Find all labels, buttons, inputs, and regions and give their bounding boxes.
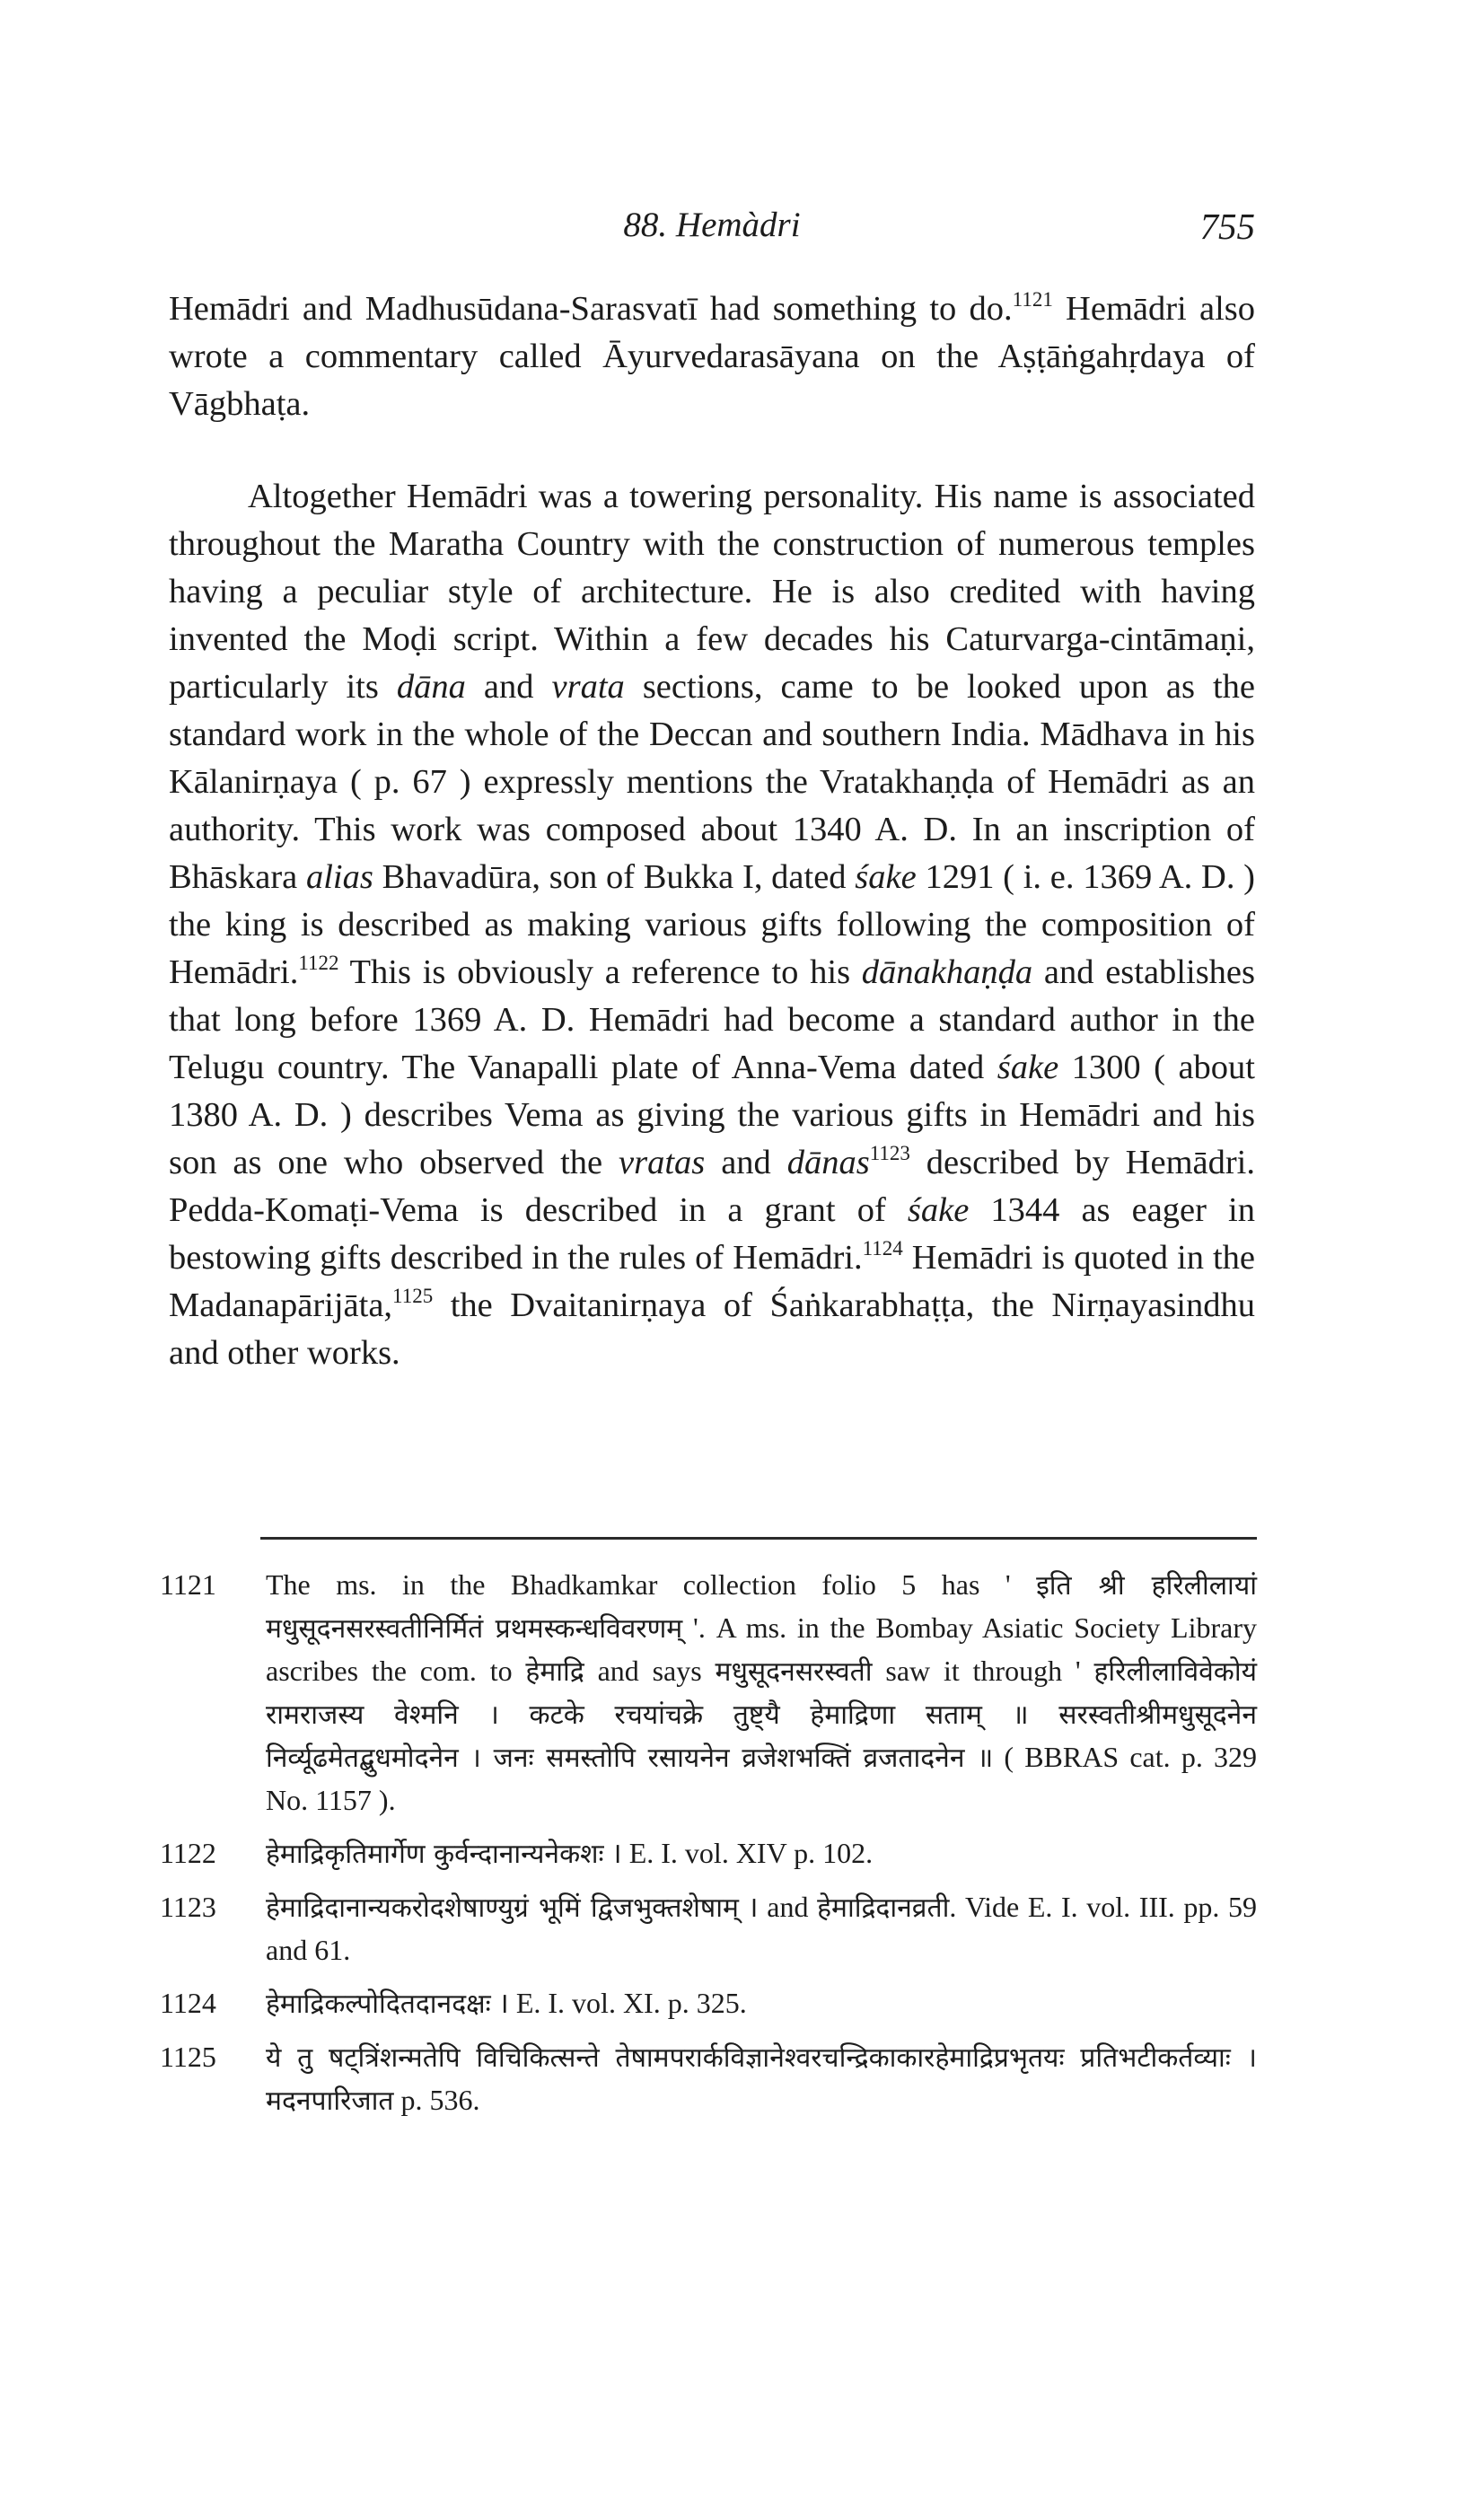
footnote-number: 1121	[160, 1568, 216, 1601]
italic-term: śake	[997, 1049, 1059, 1086]
italic-term: dānakhaṇḍa	[861, 953, 1033, 991]
footnote-ref: 1125	[392, 1285, 434, 1307]
italic-term: vrata	[551, 668, 625, 706]
text-run: 1344 as eager in bestowing gifts described in the rules of Hemādri.	[169, 1191, 1255, 1277]
footnote-ref: 1123	[869, 1142, 910, 1164]
text-run: and	[465, 668, 552, 706]
text-run: '. A ms. in the Bombay Asiatic Society Library ascribes the com. to	[266, 1611, 1258, 1687]
chapter-number: 88.	[623, 206, 668, 244]
devanagari-text: हेमाद्रिकृतिमार्गेण कुर्वन्दानान्यनेकशः	[266, 1839, 604, 1870]
text-run: Altogether Hemādri was a towering personality. His name is associated throughout the Maratha Country with the construction of numerous temples having a peculiar style of architecture. He is also credited with having invented the Moḍi script. Within a few decades his Caturvarga-cintāmaṇi, particularly its	[169, 478, 1255, 706]
paragraph-1	[169, 285, 1255, 428]
footnote-number: 1123	[160, 1891, 216, 1923]
text-run: . Vide E. I. vol. III. pp. 59 and 61.	[266, 1891, 1257, 1966]
italic-term: vratas	[619, 1144, 706, 1181]
footnotes	[160, 1564, 1257, 2133]
page-number: 755	[1199, 206, 1255, 247]
devanagari-text: हेमाद्रिदानव्रती	[817, 1892, 950, 1924]
paragraph-2	[169, 473, 1255, 1377]
text-run: p. 536.	[393, 2084, 480, 2116]
footnote-number: 1125	[160, 2041, 216, 2073]
text-run: । E. I. vol. XIV p. 102.	[603, 1837, 874, 1869]
text-run: described by Hemādri. Pedda-Komaṭi-Vema is described in a grant of	[169, 1144, 1255, 1229]
text-run: 1291 ( i. e. 1369 A. D. ) the king is described as making various gifts following the composition of Hemādri.	[169, 858, 1255, 991]
text-run: sections, came to be looked upon as the standard work in the whole of the Deccan and southern India. Mādhava in his Kālanirṇaya ( p. 67 ) expressly mentions the Vratakhaṇḍa of Hemādri as an authority. This work was composed about 1340 A. D. In an inscription of Bhāskara	[169, 668, 1256, 896]
text-run: । E. I. vol. XI. p. 325.	[490, 1987, 747, 2019]
text-run: and establishes that long before 1369 A. D. Hemādri had become a standard author in the Telugu country. The Vanapalli plate of Anna-Vema dated	[169, 953, 1255, 1086]
footnote-divider	[260, 1537, 1257, 1540]
devanagari-text: हेमाद्रिदानान्यकरोदशेषाण्युग्रं भूमिं द्विजभुक्तशेषाम्	[266, 1892, 739, 1924]
footnote-1122	[160, 1832, 1257, 1875]
footnote-number: 1122	[160, 1837, 216, 1869]
text-run: The ms. in the Bhadkamkar collection folio 5 has '	[266, 1568, 1037, 1601]
text-run: Hemādri and Madhusūdana-Sarasvatī had something to do.	[169, 290, 1013, 328]
devanagari-text: हेमाद्रि	[525, 1656, 584, 1688]
text-run: Bhavadūra, son of Bukka I, dated	[373, 858, 856, 896]
running-title	[169, 205, 1255, 245]
italic-term: dānas	[786, 1144, 870, 1181]
footnote-1125	[160, 2036, 1257, 2122]
footnote-ref: 1124	[862, 1237, 903, 1260]
text-run: and	[705, 1144, 787, 1181]
text-run: Hemādri also wrote a commentary called Āyurvedarasāyana on the Aṣṭāṅgahṛdaya of Vāgbhaṭa.	[169, 290, 1255, 423]
footnote-1121	[160, 1564, 1257, 1822]
devanagari-text: हेमाद्रिकल्पोदितदानदक्षः	[266, 1988, 491, 2020]
devanagari-text: ये तु षट्त्रिंशन्मतेपि विचिकित्सन्ते तेषामपरार्कविज्ञानेश्वरचन्द्रिकाकारहेमाद्रिप्रभृतयः प्रतिभटीकर्तव्याः । मदनपारिजात	[266, 2042, 1257, 2117]
footnote-1124	[160, 1982, 1257, 2025]
footnote-1123	[160, 1886, 1257, 1971]
main-text	[169, 285, 1255, 1377]
running-header	[169, 205, 1255, 259]
devanagari-text: इति श्री हरिलीलायां मधुसूदनसरस्वतीनिर्मितं प्रथमस्कन्धविवरणम्	[266, 1570, 1257, 1645]
text-run: and says	[584, 1655, 716, 1687]
devanagari-text: हरिलीलाविवेकोयं रामराजस्य वेश्मनि । कटके रचयांचक्रे तुष्ट्यै हेमाद्रिणा सताम् ॥ सरस्वतीश्रीमधुसूदनेन निर्व्यूढमेतद्बुधमोदनेन । जनः समस्तोपि रसायनेन व्रजेशभक्तिं व्रजतादनेन ॥	[266, 1656, 1258, 1774]
text-run: ( BBRAS cat. p. 329 No. 1157 ).	[266, 1741, 1258, 1816]
italic-term: śake	[855, 858, 917, 896]
italic-term: śake	[907, 1191, 970, 1229]
footnote-number: 1124	[160, 1987, 216, 2019]
text-run: the Dvaitanirṇaya of Śaṅkarabhaṭṭa, the Nirṇayasindhu and other works.	[169, 1286, 1255, 1372]
footnote-ref: 1121	[1012, 288, 1053, 311]
italic-term: alias	[305, 858, 373, 896]
text-run: । and	[738, 1891, 818, 1923]
text-run: 1300 ( about 1380 A. D. ) describes Vema as giving the various gifts in Hemādri and his son as one who observed the	[169, 1049, 1255, 1181]
devanagari-text: मधुसूदनसरस्वती	[715, 1656, 873, 1688]
text-run: saw it through '	[872, 1655, 1094, 1687]
italic-term: dāna	[396, 668, 466, 706]
footnote-ref: 1122	[298, 952, 339, 974]
text-run: This is obviously a reference to his	[338, 953, 862, 991]
chapter-title: Hemàdri	[675, 206, 801, 244]
text-run: Hemādri is quoted in the Madanapārijāta,	[169, 1239, 1255, 1324]
